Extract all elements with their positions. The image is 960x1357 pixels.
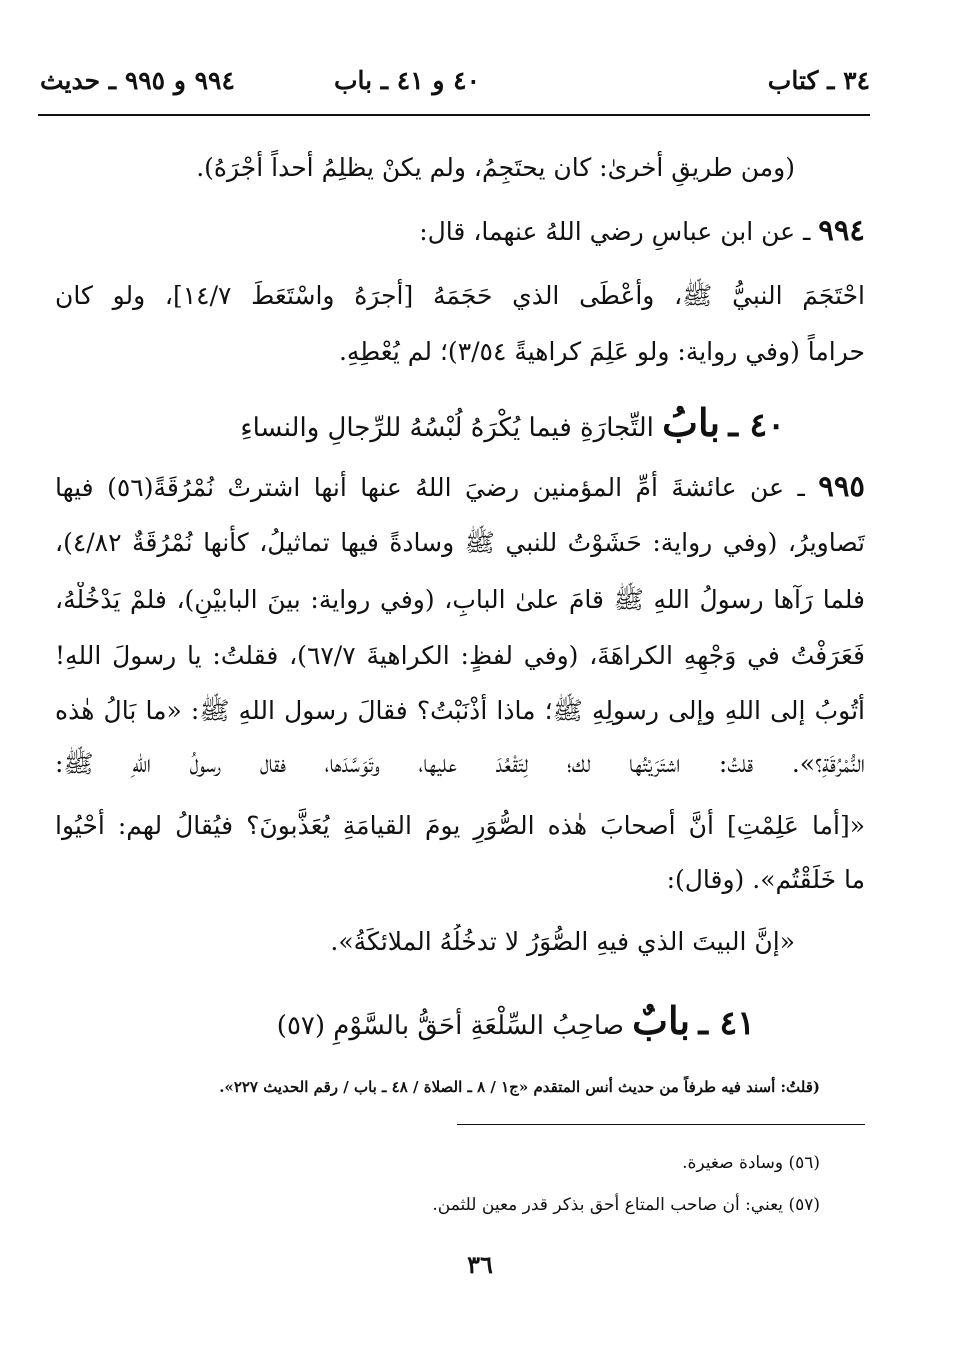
hadith-994-heading [55,212,865,250]
chapter-word: بابٌ [632,998,691,1043]
chapter-40-heading [240,398,785,453]
chapter-word: بابُ [662,400,721,445]
chapter-title: صاحِبُ السِّلْعَةِ أحَقُّ بالسَّوْمِ (٥٧) [276,1011,624,1041]
text-line: «إنَّ البيتَ الذي فيهِ الصُّوَرُ لا تدخُلُهُ الملائكَةُ». [330,927,795,956]
chapter-title: التِّجارَةِ فيما يُكْرَهُ لُبْسُهُ للرِّجالِ والنساءِ [240,413,654,443]
hadith-number: ٩٩٥ [818,469,865,503]
text-line: فلما رَآها رسولُ اللهِ ﷺ قامَ علىٰ البابِ، (وفي رواية: بينَ البابيْنِ)، فلمْ يَدْخُلْهُ، [55,585,865,614]
header-chapters: ٤٠ و ٤١ ـ باب [333,66,480,95]
text-line: «[أما عَلِمْتِ] أنَّ أصحابَ هٰذه الصُّوَرِ يومَ القيامَةِ يُعَذَّبونَ؟ فيُقالُ لهم: أَحْيُوا [55,811,865,840]
text-line: أتُوبُ إلى اللهِ وإلى رسولِهِ ﷺ؛ ماذا أذْنَبْتُ؟ فقالَ رسول اللهِ ﷺ: «ما بَالُ هٰذه [55,696,865,725]
text-line: فَعَرَفْتُ في وَجْهِهِ الكراهَةَ، (وفي لفظٍ: الكراهيةَ ٦٧/٧)، فقلتُ: يا رسولَ اللهِ! [55,641,865,670]
footnote-rule [457,1124,865,1125]
chapter-number: ٤٠ ـ [728,405,785,444]
hadith-intro: ـ عن ابن عباسٍ رضي اللهُ عنهما، قال: [419,217,811,246]
text-line: حراماً (وفي رواية: ولو عَلِمَ كراهيةً ٣/٥٤)؛ لم يُعْطِهِ. [338,337,865,366]
editor-note: (قلتُ: أسند فيه طرفاً من حديث أنس المتقدم «ج١ / ٨ ـ الصلاة / ٤٨ ـ باب / رقم الحديث ٢٢٧». [219,1078,820,1096]
footnote-57: (٥٧) يعني: أن صاحب المتاع أحق بذكر قدر معين للثمن. [432,1195,820,1215]
hadith-995-heading [55,468,865,506]
text-line: تَصاويرُ، (وفي رواية: حَشَوْتُ للنبي ﷺ وسادةً فيها تماثيلُ، كأنها نُمْرُقَةٌ ٤/٨٢)، [55,528,865,557]
header-hadiths: ٩٩٤ و ٩٩٥ ـ حديث [40,66,235,95]
header-rule [38,114,870,116]
header-book: ٣٤ ـ كتاب [767,66,870,95]
text-line: (ومن طريقٍ أخرىٰ: كان يحتَجِمُ، ولم يكنْ يظلِمُ أحداً أجْرَهُ). [196,153,795,182]
text-line: ما خَلَقْتُم». (وقال): [666,865,865,894]
hadith-text: ـ عن عائشةَ أمِّ المؤمنين رضيَ اللهُ عنها أنها اشترتْ نُمْرُقَةً(٥٦) فيها [55,473,805,502]
footnote-56: (٥٦) وسادة صغيرة. [682,1153,820,1173]
page-number: ٣٦ [467,1250,493,1279]
chapter-41-heading [277,996,755,1051]
text-line: النُّمْرُقَةِ؟». قلتُ: اشتَرَيْتُها لك؛ لِتَقْعُدَ عليها، وتَوَسَّدَها، فقال رسولُ اللهِ ﷺ: [55,749,865,778]
running-header [40,60,870,108]
text-line: احْتَجَمَ النبيُّ ﷺ، وأعْطَى الذي حَجَمَهُ [أجرَهُ واسْتَعَطَ ١٤/٧]، ولو كان [55,281,865,310]
chapter-number: ٤١ ـ [698,1003,755,1042]
hadith-number: ٩٩٤ [818,213,865,247]
